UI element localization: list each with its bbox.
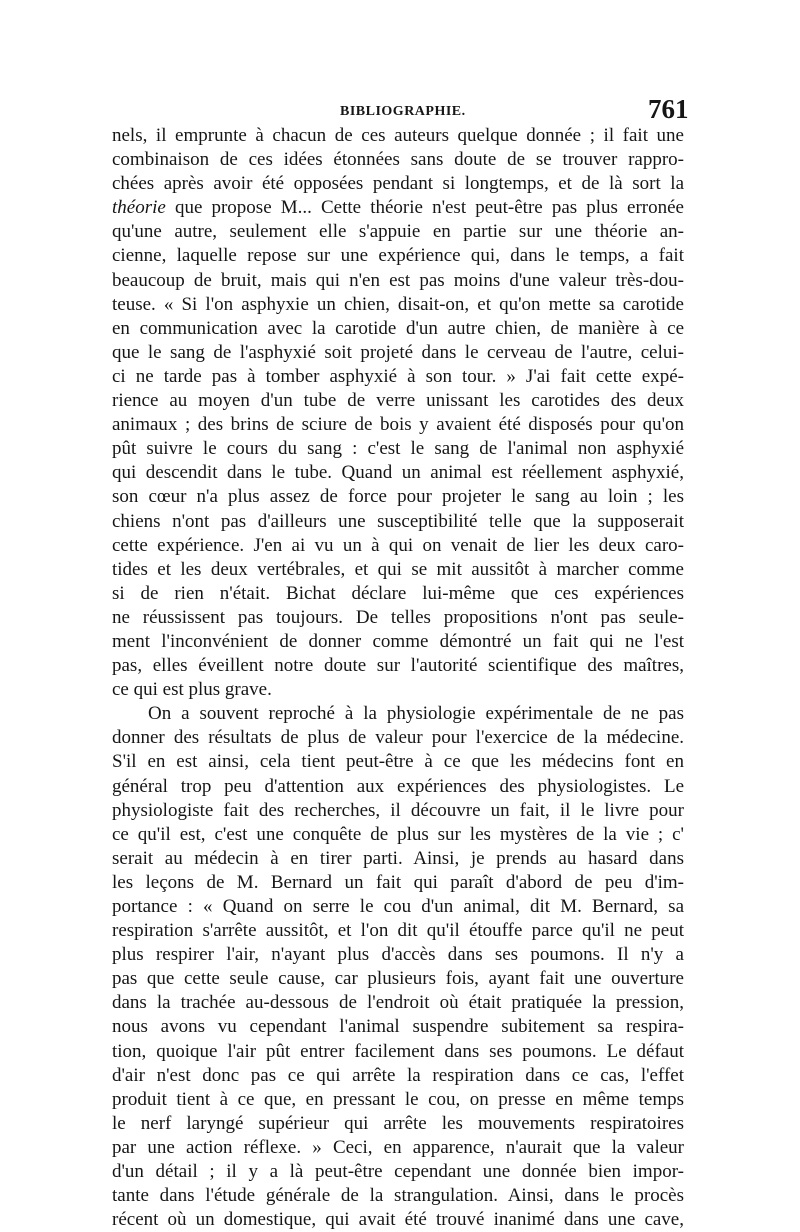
text-line: plus respirer l'air, n'ayant plus d'accès dans ses poumons. Il n'y a — [112, 944, 684, 966]
text-line: pas que cette seule cause, car plusieurs fois, ayant fait une ouverture — [112, 968, 684, 990]
text-line: respiration s'arrête aussitôt, et l'on dit qu'il étouffe parce qu'il ne peut — [112, 920, 684, 942]
text-line: teuse. « Si l'on asphyxie un chien, disait-on, et qu'on mette sa carotide — [112, 293, 684, 315]
text-line: S'il en est ainsi, cela tient peut-être à ce que les médecins font en — [112, 751, 684, 773]
text-line: son cœur n'a plus assez de force pour projeter le sang au loin ; les — [112, 486, 684, 508]
text-line: ci ne tarde pas à tomber asphyxié à son tour. » J'ai fait cette expé- — [112, 365, 684, 387]
text-line: théorie que propose M... Cette théorie n'est peut-être pas plus erronée — [112, 197, 684, 219]
text-line: chées après avoir été opposées pendant si longtemps, et de là sort la — [112, 173, 684, 195]
running-head: BIBLIOGRAPHIE. — [340, 104, 466, 119]
body-text — [112, 124, 684, 1232]
text-line: ne réussissent pas toujours. De telles propositions n'ont pas seule- — [112, 606, 684, 628]
text-line: les leçons de M. Bernard un fait qui paraît d'abord de peu d'im- — [112, 871, 684, 893]
text-line: récent où un domestique, qui avait été trouvé inanimé dans une cave, — [112, 1209, 684, 1231]
text-line: cienne, laquelle repose sur une expérience qui, dans le temps, a fait — [112, 245, 684, 267]
text-line: dans la trachée au-dessous de l'endroit où était pratiquée la pression, — [112, 992, 684, 1014]
text-line: nous avons vu cependant l'animal suspendre subitement sa respira- — [112, 1016, 684, 1038]
text-line: chiens n'ont pas d'ailleurs une susceptibilité telle que la supposerait — [112, 510, 684, 532]
text-line: ce qui est plus grave. — [112, 679, 272, 701]
text-line: pas, elles éveillent notre doute sur l'autorité scientifique des maîtres, — [112, 655, 684, 677]
text-line: donner des résultats de plus de valeur pour l'exercice de la médecine. — [112, 727, 684, 749]
text-line: ce qu'il est, c'est une conquête de plus sur les mystères de la vie ; c' — [112, 823, 684, 845]
text-line: d'un détail ; il y a là peut-être cependant une donnée bien impor- — [112, 1161, 684, 1183]
text-line: combinaison de ces idées étonnées sans doute de se trouver rappro- — [112, 149, 684, 171]
text-line: tante dans l'étude générale de la strangulation. Ainsi, dans le procès — [112, 1185, 684, 1207]
text-line: tides et les deux vertébrales, et qui se mit aussitôt à marcher comme — [112, 558, 684, 580]
text-line: ment l'inconvénient de donner comme démontré un fait qui ne l'est — [112, 630, 684, 652]
text-line: animaux ; des brins de sciure de bois y avaient été disposés pour qu'on — [112, 414, 684, 436]
text-line: d'air n'est donc pas ce qui arrête la respiration dans ce cas, l'effet — [112, 1064, 684, 1086]
paragraph — [112, 124, 684, 702]
text-line: serait au médecin à en tirer parti. Ainsi, je prends au hasard dans — [112, 847, 684, 869]
text-line: portance : « Quand on serre le cou d'un animal, dit M. Bernard, sa — [112, 896, 684, 917]
text-line: qu'une autre, seulement elle s'appuie en partie sur une théorie an- — [112, 221, 684, 243]
text-line: pût suivre le cours du sang : c'est le sang de l'animal non asphyxié — [112, 438, 684, 460]
text-line: le nerf laryngé supérieur qui arrête les mouvements respiratoires — [112, 1112, 684, 1134]
page-number: 761 — [648, 94, 689, 124]
text-line: général trop peu d'attention aux expériences des physiologistes. Le — [112, 775, 684, 797]
text-line: nels, il emprunte à chacun de ces auteurs quelque donnée ; il fait une — [112, 125, 684, 146]
text-line: physiologiste fait des recherches, il découvre un fait, il le livre pour — [112, 799, 684, 821]
text-line: rience au moyen d'un tube de verre unissant les carotides des deux — [112, 390, 684, 412]
text-line: en communication avec la carotide d'un autre chien, de manière à ce — [112, 317, 684, 339]
text-line: cette expérience. J'en ai vu un à qui on venait de lier les deux caro- — [112, 534, 684, 556]
text-line: si de rien n'était. Bichat déclare lui-même que ces expériences — [112, 582, 684, 604]
text-line: On a souvent reproché à la physiologie expérimentale de ne pas — [148, 703, 684, 725]
text-line: tion, quoique l'air pût entrer facilement dans ses poumons. Le défaut — [112, 1040, 684, 1062]
text-line: que le sang de l'asphyxié soit projeté dans le cerveau de l'autre, celui- — [112, 341, 684, 363]
text-line: par une action réflexe. » Ceci, en apparence, n'aurait que la valeur — [112, 1136, 684, 1158]
text-line: qui descendit dans le tube. Quand un animal est réellement asphyxié, — [112, 462, 684, 484]
paragraph — [112, 702, 684, 1232]
text-line: produit tient à ce que, en pressant le cou, on presse en même temps — [112, 1088, 684, 1110]
text-line: beaucoup de bruit, mais qui n'en est pas moins d'une valeur très-dou- — [112, 269, 684, 291]
